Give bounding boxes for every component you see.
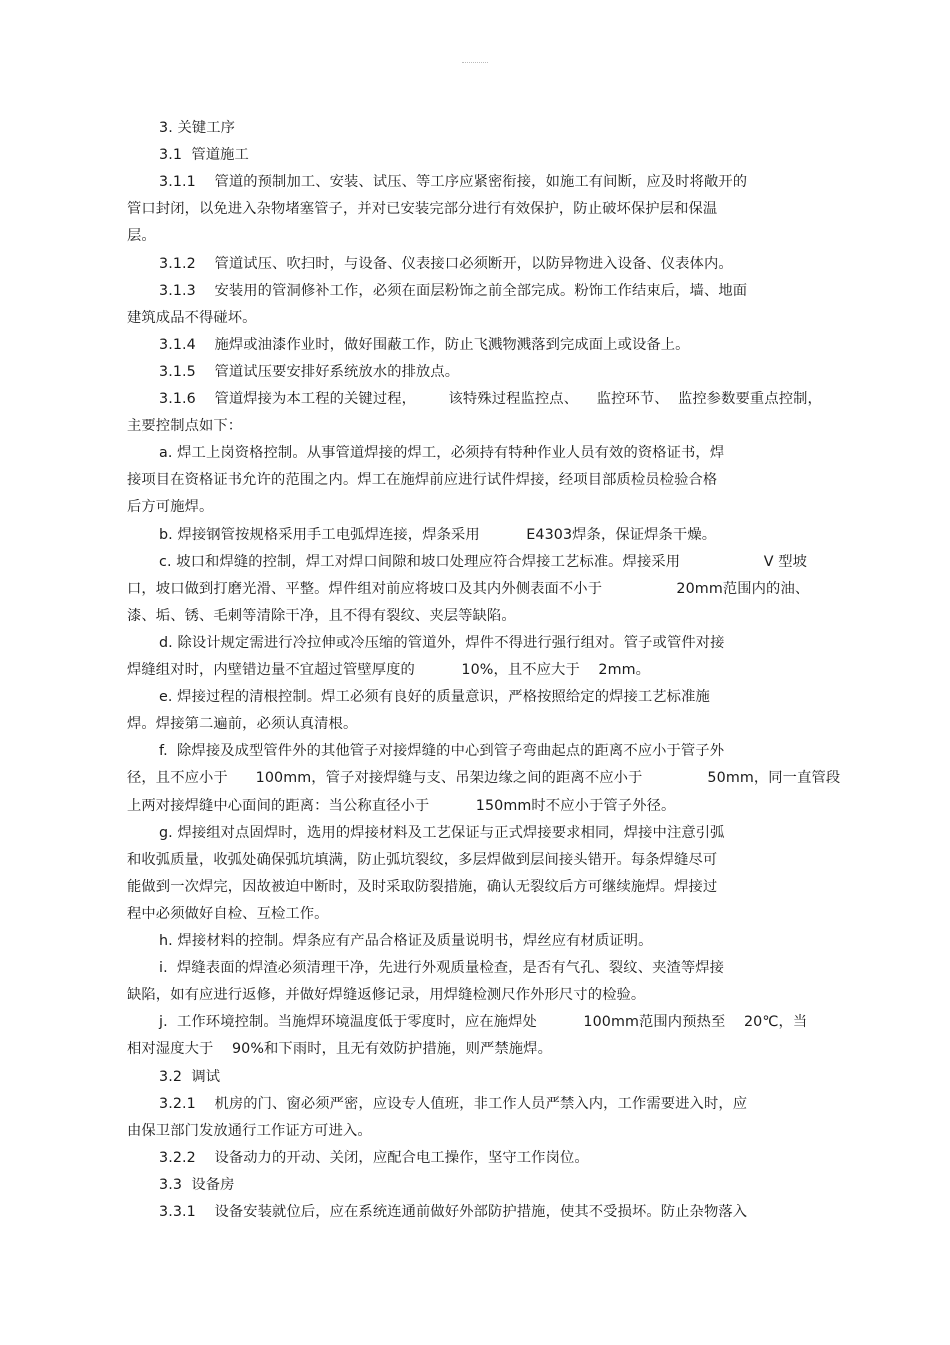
paragraph-line: 相对湿度大于 90%和下雨时，且无有效防护措施，则严禁施焊。 bbox=[127, 1041, 552, 1057]
paragraph-line: 口，坡口做到打磨光滑、平整。焊件组对前应将坡口及其内外侧表面不小于 20mm范围内的油、 bbox=[127, 581, 810, 597]
paragraph-line: 3.1.5 管道试压要安排好系统放水的排放点。 bbox=[159, 364, 460, 380]
paragraph-line: 缺陷，如有应进行返修，并做好焊缝返修记录，用焊缝检测尺作外形尺寸的检验。 bbox=[127, 987, 646, 1003]
paragraph-line: f. 除焊接及成型管件外的其他管子对接焊缝的中心到管子弯曲起点的距离不应小于管子外 bbox=[159, 743, 725, 759]
paragraph-line: 径，且不应小于 100mm，管子对接焊缝与支、吊架边缘之间的距离不应小于 50mm，同一直管段 bbox=[127, 770, 841, 786]
paragraph-line: d. 除设计规定需进行冷拉伸或冷压缩的管道外，焊件不得进行强行组对。管子或管件对接 bbox=[159, 635, 725, 651]
paragraph-line: 主要控制点如下： bbox=[127, 418, 243, 434]
paragraph-line: j. 工作环境控制。当施焊环境温度低于零度时，应在施焊处 100mm范围内预热至 20℃，当 bbox=[159, 1014, 808, 1030]
paragraph-line: 上两对接焊缝中心面间的距离：当公称直径小于 150mm时不应小于管子外径。 bbox=[127, 798, 676, 814]
paragraph-line: i. 焊缝表面的焊渣必须清理干净，先进行外观质量检查，是否有气孔、裂纹、夹渣等焊接 bbox=[159, 960, 725, 976]
paragraph-line: 接项目在资格证书允许的范围之内。焊工在施焊前应进行试件焊接，经项目部质检员检验合格 bbox=[127, 472, 718, 488]
paragraph-line: 3.1.1 管道的预制加工、安装、试压、等工序应紧密衔接，如施工有间断，应及时将敞开的 bbox=[159, 174, 748, 190]
paragraph-line: b. 焊接钢管按规格采用手工电弧焊连接，焊条采用 E4303焊条，保证焊条干燥。 bbox=[159, 527, 717, 543]
paragraph-line: g. 焊接组对点固焊时，选用的焊接材料及工艺保证与正式焊接要求相同，焊接中注意引弧 bbox=[159, 825, 725, 841]
subsection-heading: 3.1 管道施工 bbox=[159, 147, 249, 163]
paragraph-line: 3.2.1 机房的门、窗必须严密，应设专人值班，非工作人员严禁入内，工作需要进入时，应 bbox=[159, 1096, 748, 1112]
paragraph-line: 管口封闭，以免进入杂物堵塞管子，并对已安装完部分进行有效保护，防止破坏保护层和保温 bbox=[127, 201, 718, 217]
paragraph-line: 层。 bbox=[127, 228, 156, 244]
header-mark bbox=[462, 62, 488, 65]
paragraph-line: 建筑成品不得碰坏。 bbox=[127, 310, 257, 326]
paragraph-line: a. 焊工上岗资格控制。从事管道焊接的焊工，必须持有特种作业人员有效的资格证书，焊 bbox=[159, 445, 725, 461]
paragraph-line: 程中必须做好自检、互检工作。 bbox=[127, 906, 329, 922]
paragraph-line: 3.1.2 管道试压、吹扫时，与设备、仪表接口必须断开，以防异物进入设备、仪表体内。 bbox=[159, 256, 733, 272]
paragraph-line: 漆、垢、锈、毛刺等清除干净，且不得有裂纹、夹层等缺陷。 bbox=[127, 608, 516, 624]
paragraph-line: 焊。焊接第二遍前，必须认真清根。 bbox=[127, 716, 358, 732]
paragraph-line: 后方可施焊。 bbox=[127, 499, 214, 515]
paragraph-line: e. 焊接过程的清根控制。焊工必须有良好的质量意识，严格按照给定的焊接工艺标准施 bbox=[159, 689, 710, 705]
paragraph-line: 3.3.1 设备安装就位后，应在系统连通前做好外部防护措施，使其不受损坏。防止杂物落入 bbox=[159, 1204, 748, 1220]
paragraph-line: 3.2.2 设备动力的开动、关闭，应配合电工操作，坚守工作岗位。 bbox=[159, 1150, 589, 1166]
paragraph-line: h. 焊接材料的控制。焊条应有产品合格证及质量说明书，焊丝应有材质证明。 bbox=[159, 933, 653, 949]
paragraph-line: c. 坡口和焊缝的控制，焊工对焊口间隙和坡口处理应符合焊接工艺标准。焊接采用 V 型坡 bbox=[159, 554, 808, 570]
section-heading: 3. 关键工序 bbox=[159, 120, 236, 136]
paragraph-line: 3.1.3 安装用的管洞修补工作，必须在面层粉饰之前全部完成。粉饰工作结束后，墙、地面 bbox=[159, 283, 748, 299]
paragraph-line: 3.1.6 管道焊接为本工程的关键过程， 该特殊过程监控点、 监控环节、 监控参数要重点控制， bbox=[159, 391, 822, 407]
paragraph-line: 由保卫部门发放通行工作证方可进入。 bbox=[127, 1123, 372, 1139]
subsection-heading: 3.3 设备房 bbox=[159, 1177, 235, 1193]
subsection-heading: 3.2 调试 bbox=[159, 1069, 221, 1085]
paragraph-line: 能做到一次焊完，因故被迫中断时，及时采取防裂措施，确认无裂纹后方可继续施焊。焊接过 bbox=[127, 879, 718, 895]
paragraph-line: 焊缝组对时，内壁错边量不宜超过管壁厚度的 10%，且不应大于 2mm。 bbox=[127, 662, 651, 678]
paragraph-line: 3.1.4 施焊或油漆作业时，做好围蔽工作，防止飞溅物溅落到完成面上或设备上。 bbox=[159, 337, 690, 353]
paragraph-line: 和收弧质量，收弧处确保弧坑填满，防止弧坑裂纹，多层焊做到层间接头错开。每条焊缝尽可 bbox=[127, 852, 718, 868]
